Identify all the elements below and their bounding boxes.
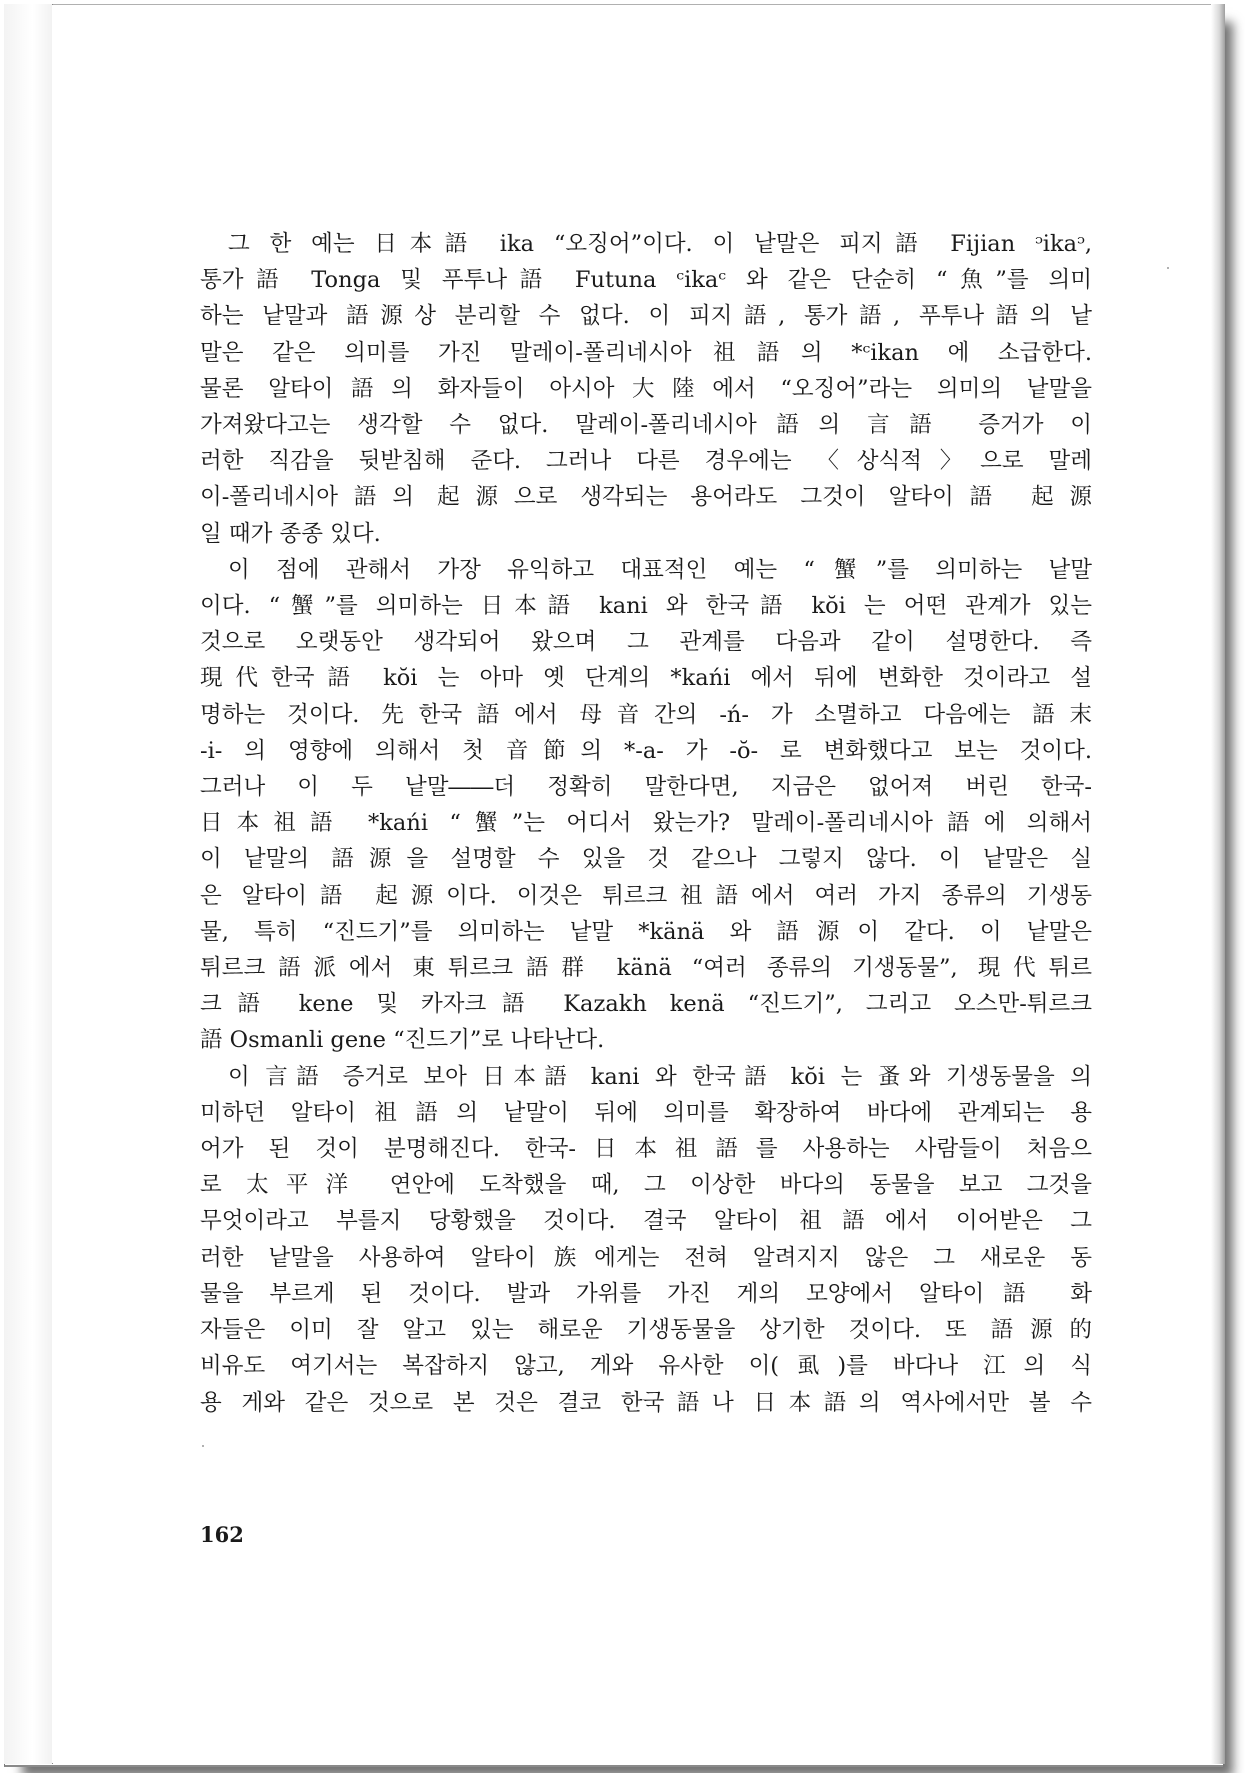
- page-number: 162: [200, 1522, 244, 1547]
- text-line: 튀르크語派에서 東튀르크語群 känä “여러 종류의 기생동물”, 現代튀르: [200, 955, 1092, 982]
- text-line: 무엇이라고 부를지 당황했을 것이다. 결국 알타이祖語에서 이어받은 그: [200, 1208, 1092, 1235]
- text-line: 말은 같은 의미를 가진 말레이-폴리네시아祖語의 *ᶜikan 에 소급한다.: [200, 339, 1092, 366]
- text-line: 물을 부르게 된 것이다. 발과 가위를 가진 게의 모양에서 알타이語 화: [200, 1280, 1092, 1307]
- text-line: 비유도 여기서는 복잡하지 않고, 게와 유사한 이(虱)를 바다나 江의 식: [200, 1353, 1092, 1380]
- text-line: 일 때가 종종 있다.: [200, 520, 381, 547]
- paragraph: [200, 226, 1092, 552]
- text-line: 語 Osmanli gene “진드기”로 나타난다.: [200, 1027, 605, 1054]
- body-text: [200, 226, 1092, 1421]
- text-line: 이다. “蟹”를 의미하는 日本語 kani 와 한국語 kŏi 는 어떤 관계가 있는: [200, 593, 1092, 620]
- paper-speck: [1167, 267, 1169, 269]
- text-line: 러한 낱말을 사용하여 알타이族에게는 전혀 알려지지 않은 그 새로운 동: [200, 1244, 1092, 1271]
- text-line: 이 점에 관해서 가장 유익하고 대표적인 예는 “蟹”를 의미하는 낱말: [228, 556, 1092, 583]
- book-spine: [4, 4, 53, 1764]
- text-line: 어가 된 것이 분명해진다. 한국-日本祖語를 사용하는 사람들이 처음으: [200, 1136, 1092, 1163]
- text-line: -i- 의 영향에 의해서 첫 音節의 *-a- 가 -ŏ- 로 변화했다고 보는 것이다.: [200, 737, 1092, 764]
- text-line: 물론 알타이語의 화자들이 아시아大陸에서 “오징어”라는 의미의 낱말을: [200, 375, 1092, 402]
- text-line: 가져왔다고는 생각할 수 없다. 말레이-폴리네시아語의 言語 증거가 이: [200, 412, 1092, 439]
- paragraph: [200, 1059, 1092, 1421]
- text-line: 크語 kene 및 카자크語 Kazakh kenä “진드기”, 그리고 오스만-튀르크: [200, 991, 1092, 1018]
- paper-speck: [202, 1445, 204, 1447]
- text-line: 이 言語 증거로 보아 日本語 kani 와 한국語 kŏi 는 蚤와 기생동물을 의: [228, 1063, 1092, 1090]
- text-line: 명하는 것이다. 先한국語에서 母音간의 -ń- 가 소멸하고 다음에는 語末: [200, 701, 1092, 728]
- text-line: 日本祖語 *kańi “蟹”는 어디서 왔는가? 말레이-폴리네시아語에 의해서: [200, 810, 1092, 837]
- text-line: 자들은 이미 잘 알고 있는 해로운 기생동물을 상기한 것이다. 또 語源的: [200, 1317, 1092, 1344]
- text-line: 그러나 이 두 낱말――더 정확히 말한다면, 지금은 없어져 버린 한국-: [200, 774, 1092, 801]
- text-line: 그 한 예는 日本語 ika “오징어”이다. 이 낱말은 피지語 Fijian ᵓikaᵓ,: [228, 231, 1092, 257]
- text-line: 現代한국語 kŏi 는 아마 옛 단계의 *kańi 에서 뒤에 변화한 것이라고 설: [200, 665, 1092, 692]
- text-line: 이-폴리네시아語의 起源으로 생각되는 용어라도 그것이 알타이語 起源: [200, 484, 1092, 511]
- text-line: 하는 낱말과 語源상 분리할 수 없다. 이 피지語, 통가語, 푸투나語의 낱: [200, 303, 1092, 330]
- text-line: 용 게와 같은 것으로 본 것은 결코 한국語나 日本語의 역사에서만 볼 수: [200, 1389, 1092, 1416]
- page-fore-edge: [1211, 4, 1225, 1764]
- text-line: 물, 특히 “진드기”를 의미하는 낱말 *känä 와 語源이 같다. 이 낱말은: [200, 918, 1092, 945]
- text-line: 통가語 Tonga 및 푸투나語 Futuna ᶜikaᶜ 와 같은 단순히 “魚”를 의미: [200, 267, 1092, 294]
- paragraph: [200, 552, 1092, 1059]
- text-line: 은 알타이語 起源이다. 이것은 튀르크祖語에서 여러 가지 종류의 기생동: [200, 882, 1092, 909]
- text-line: 미하던 알타이祖語의 낱말이 뒤에 의미를 확장하여 바다에 관계되는 용: [200, 1099, 1092, 1126]
- text-line: 로 太平洋 연안에 도착했을 때, 그 이상한 바다의 동물을 보고 그것을: [200, 1172, 1092, 1199]
- text-line: 것으로 오랫동안 생각되어 왔으며 그 관계를 다음과 같이 설명한다. 즉: [200, 629, 1092, 656]
- text-line: 러한 직감을 뒷받침해 준다. 그러나 다른 경우에는 〈상식적〉으로 말레: [200, 448, 1092, 475]
- text-line: 이 낱말의 語源을 설명할 수 있을 것 같으나 그렇지 않다. 이 낱말은 실: [200, 846, 1092, 873]
